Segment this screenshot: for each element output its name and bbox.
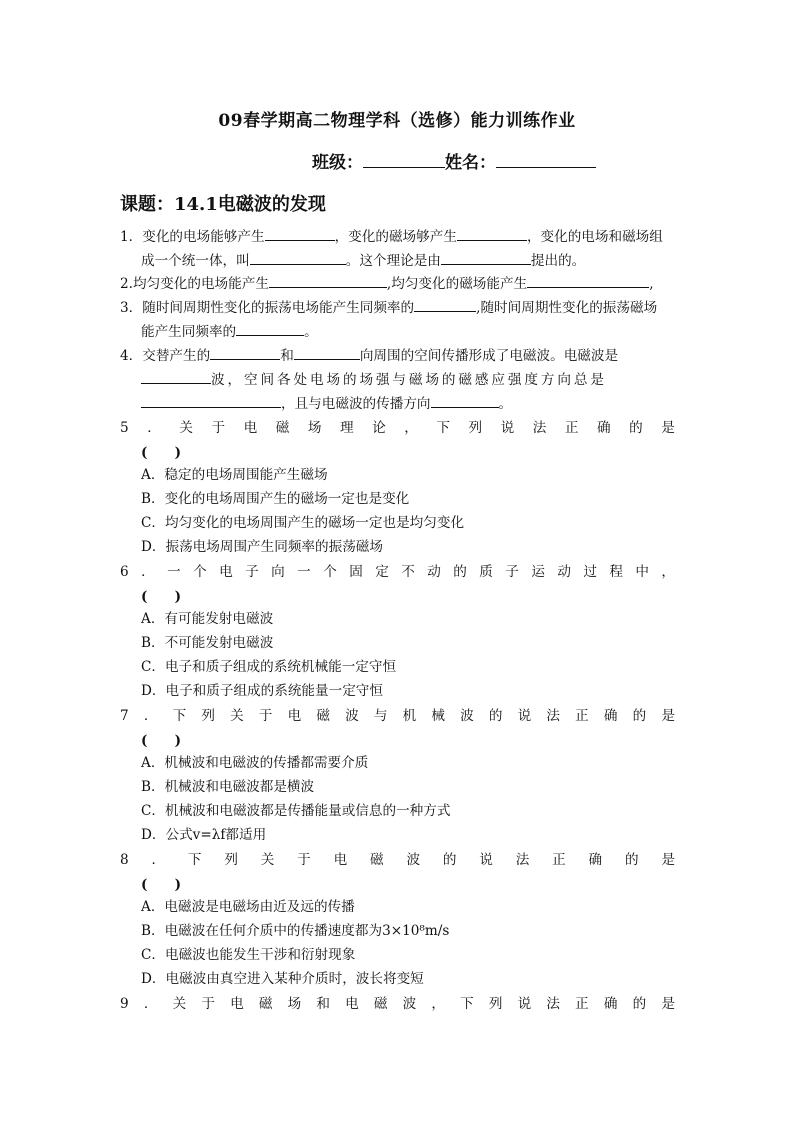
stem-char: 固 (349, 564, 363, 580)
stem-char: 个 (193, 564, 207, 580)
stem-char: 与 (373, 708, 388, 724)
stem-char: 9 (120, 996, 129, 1012)
option-b[interactable]: B．变化的电场周围产生的磁场一定也是变化 (141, 491, 410, 507)
stem-char: 场 (307, 420, 322, 436)
stem-char: 是 (661, 708, 675, 724)
stem-char: 于 (211, 420, 226, 436)
stem-char: 电 (333, 852, 348, 868)
name-label: 姓名： (445, 153, 496, 173)
stem-char: 列 (201, 708, 215, 724)
stem-char: 的 (624, 852, 639, 868)
stem-char: 不 (401, 564, 415, 580)
stem-char: 磁 (370, 852, 384, 868)
answer-blank[interactable] (294, 345, 360, 360)
stem-char: 列 (468, 420, 483, 436)
stem-char: ， (661, 564, 675, 580)
text: 和 (280, 348, 294, 364)
answer-parentheses[interactable]: ( ) (141, 589, 182, 605)
answer-parentheses[interactable]: ( ) (141, 445, 182, 461)
stem-char: 磁 (275, 420, 290, 436)
text: ，变化的电场和磁场组 (526, 229, 663, 245)
stem-char: 正 (575, 996, 589, 1012)
option-d[interactable]: D．电子和质子组成的系统能量一定守恒 (141, 683, 383, 699)
answer-blank[interactable] (414, 297, 476, 312)
stem-char: 确 (603, 996, 618, 1012)
text: 向周围的空间传播形成了电磁波。电磁波是 (359, 348, 619, 364)
stem-char: ． (141, 564, 155, 580)
stem-char: 下 (460, 996, 474, 1012)
option-b[interactable]: B．机械波和电磁波都是横波 (141, 779, 315, 795)
text: 3．随时间周期性变化的振荡电场能产生同频率的 (120, 300, 415, 316)
class-label: 班级： (312, 153, 363, 173)
stem-char: 波 (345, 708, 359, 724)
stem-char: ， (404, 420, 418, 436)
option-a[interactable]: A．有可能发射电磁波 (141, 611, 274, 627)
stem-char: 运 (531, 564, 545, 580)
option-c[interactable]: C．电磁波也能发生干涉和衍射现象 (141, 947, 356, 963)
stem-char: 下 (187, 852, 202, 868)
text: 。这个理论是由 (345, 253, 441, 269)
stem-char: 磁 (316, 708, 330, 724)
stem-char: 确 (596, 420, 611, 436)
option-d[interactable]: D．振荡电场周围产生同频率的振荡磁场 (141, 539, 383, 555)
stem-char: 波 (402, 996, 417, 1012)
option-c[interactable]: C．机械波和电磁波都是传播能量或信息的一种方式 (141, 803, 451, 819)
answer-blank[interactable] (269, 273, 387, 288)
stem-char: 场 (287, 996, 302, 1012)
stem-char: 确 (588, 852, 603, 868)
stem-char: 电 (287, 708, 302, 724)
text: , (649, 276, 654, 292)
text: 能产生同频率的 (141, 324, 237, 340)
text: ，变化的磁场够产生 (334, 229, 457, 245)
text: 提出的。 (530, 253, 586, 269)
question-4-line-1 (120, 345, 618, 366)
stem-char: 法 (532, 420, 547, 436)
stem-char: 正 (552, 852, 566, 868)
stem-char: 法 (515, 852, 530, 868)
stem-char: 的 (632, 996, 647, 1012)
stem-char: 的 (453, 564, 467, 580)
option-a[interactable]: A．稳定的电场周围能产生磁场 (141, 467, 328, 483)
stem-char: 磁 (258, 996, 273, 1012)
stem-char: 法 (546, 996, 560, 1012)
answer-blank[interactable] (431, 393, 499, 408)
option-d[interactable]: D．公式v=λf都适用 (141, 827, 267, 843)
text: ,随时间周期性变化的振荡磁场 (476, 300, 658, 316)
stem-char: 一 (167, 564, 181, 580)
option-d[interactable]: D．电磁波由真空进入某种介质时，波长将变短 (141, 971, 424, 987)
stem-char: 说 (517, 708, 532, 724)
stem-char: 说 (517, 996, 532, 1012)
stem-char: 波 (406, 852, 421, 868)
stem-char: 于 (297, 852, 311, 868)
stem-char: 列 (224, 852, 238, 868)
stem-char: 中 (635, 564, 649, 580)
stem-char: 于 (201, 996, 215, 1012)
stem-char: 8 (120, 852, 129, 868)
stem-char: 关 (172, 996, 187, 1012)
text: 1．变化的电场能够产生 (120, 229, 265, 245)
document-title: 09春学期高二物理学科（选修）能力训练作业 (218, 111, 576, 131)
stem-char: 列 (488, 996, 503, 1012)
text: 成一个统一体，叫 (141, 253, 250, 269)
stem-char: 子 (505, 564, 519, 580)
stem-char: 论 (372, 420, 386, 436)
option-b[interactable]: B．不可能发射电磁波 (141, 635, 274, 651)
stem-char: 法 (546, 708, 560, 724)
stem-char: 动 (557, 564, 571, 580)
stem-char: 过 (583, 564, 597, 580)
text: 。 (304, 324, 318, 340)
stem-char: 机 (402, 708, 417, 724)
name-blank[interactable] (496, 151, 596, 168)
stem-char: 理 (339, 420, 354, 436)
option-a[interactable]: A．电磁波是电磁场由近及远的传播 (141, 899, 355, 915)
option-b[interactable]: B．电磁波在任何介质中的传播速度都为3×10⁸m/s (141, 923, 450, 939)
answer-blank[interactable] (236, 321, 304, 336)
stem-char: 是 (661, 852, 675, 868)
text: 4．交替产生的 (120, 348, 211, 364)
question-4-line-2 (141, 369, 607, 390)
text: 波，空间各处电场的场强与磁场的磁感应强度方向总是 (211, 372, 607, 388)
option-c[interactable]: C．均匀变化的电场周围产生的磁场一定也是均匀变化 (141, 515, 465, 531)
answer-parentheses[interactable]: ( ) (141, 877, 182, 893)
class-blank[interactable] (363, 151, 445, 168)
stem-char: 程 (609, 564, 623, 580)
stem-char: 动 (427, 564, 441, 580)
answer-blank[interactable] (141, 393, 281, 408)
question-8-stem (120, 850, 675, 870)
text: 。 (498, 396, 513, 412)
answer-blank[interactable] (210, 345, 280, 360)
stem-char: 说 (479, 852, 493, 868)
stem-char: 正 (564, 420, 579, 436)
question-3-line-2 (141, 321, 318, 342)
question-1-line-1 (120, 226, 663, 247)
answer-blank[interactable] (527, 273, 649, 288)
stem-char: 械 (431, 708, 445, 724)
answer-blank[interactable] (250, 250, 346, 265)
answer-blank[interactable] (441, 250, 531, 265)
text: ，且与电磁波的传播方向 (281, 396, 431, 412)
stem-char: 一 (297, 564, 311, 580)
topic-heading: 课题：14.1电磁波的发现 (120, 194, 326, 215)
stem-char: 于 (258, 708, 273, 724)
stem-char: 个 (323, 564, 337, 580)
question-1-line-2 (141, 250, 585, 271)
stem-char: 关 (260, 852, 275, 868)
stem-char: 波 (460, 708, 474, 724)
stem-char: 7 (120, 708, 129, 724)
stem-char: ． (151, 852, 166, 868)
option-c[interactable]: C．电子和质子组成的系统机械能一定守恒 (141, 659, 397, 675)
stem-char: 关 (179, 420, 193, 436)
text: ,均匀变化的磁场能产生 (386, 276, 528, 292)
stem-char: 和 (316, 996, 330, 1012)
stem-char: 6 (120, 564, 129, 580)
answer-blank[interactable] (141, 369, 211, 384)
stem-char: 下 (436, 420, 450, 436)
stem-char: 质 (479, 564, 493, 580)
stem-char: 定 (375, 564, 389, 580)
stem-char: 正 (575, 708, 589, 724)
stem-char: ． (143, 996, 158, 1012)
question-9-stem (120, 994, 675, 1014)
question-3-line-1 (120, 297, 657, 318)
stem-char: 电 (219, 564, 233, 580)
stem-char: 的 (632, 708, 647, 724)
stem-char: 的 (488, 708, 503, 724)
stem-char: 电 (230, 996, 244, 1012)
option-a[interactable]: A．机械波和电磁波的传播都需要介质 (141, 755, 369, 771)
stem-char: 向 (271, 564, 285, 580)
question-2-line-1 (120, 273, 654, 294)
stem-char: 关 (230, 708, 244, 724)
question-5-stem (120, 418, 675, 438)
question-6-stem (120, 562, 675, 582)
stem-char: 的 (629, 420, 643, 436)
class-name-line (312, 148, 596, 173)
answer-blank[interactable] (265, 226, 335, 241)
stem-char: 5 (120, 420, 129, 436)
stem-char: 说 (500, 420, 515, 436)
stem-char: 电 (345, 996, 359, 1012)
stem-char: 确 (603, 708, 618, 724)
stem-char: 磁 (373, 996, 388, 1012)
stem-char: 子 (245, 564, 259, 580)
stem-char: 的 (442, 852, 457, 868)
question-7-stem (120, 706, 675, 726)
answer-parentheses[interactable]: ( ) (141, 733, 182, 749)
stem-char: ． (147, 420, 161, 436)
stem-char: ． (143, 708, 158, 724)
stem-char: 是 (661, 420, 675, 436)
stem-char: 是 (661, 996, 675, 1012)
text: 2.均匀变化的电场能产生 (120, 276, 269, 292)
stem-char: 电 (243, 420, 258, 436)
answer-blank[interactable] (457, 226, 527, 241)
question-4-line-3 (141, 393, 512, 414)
stem-char: 下 (172, 708, 187, 724)
stem-char: ， (431, 996, 445, 1012)
